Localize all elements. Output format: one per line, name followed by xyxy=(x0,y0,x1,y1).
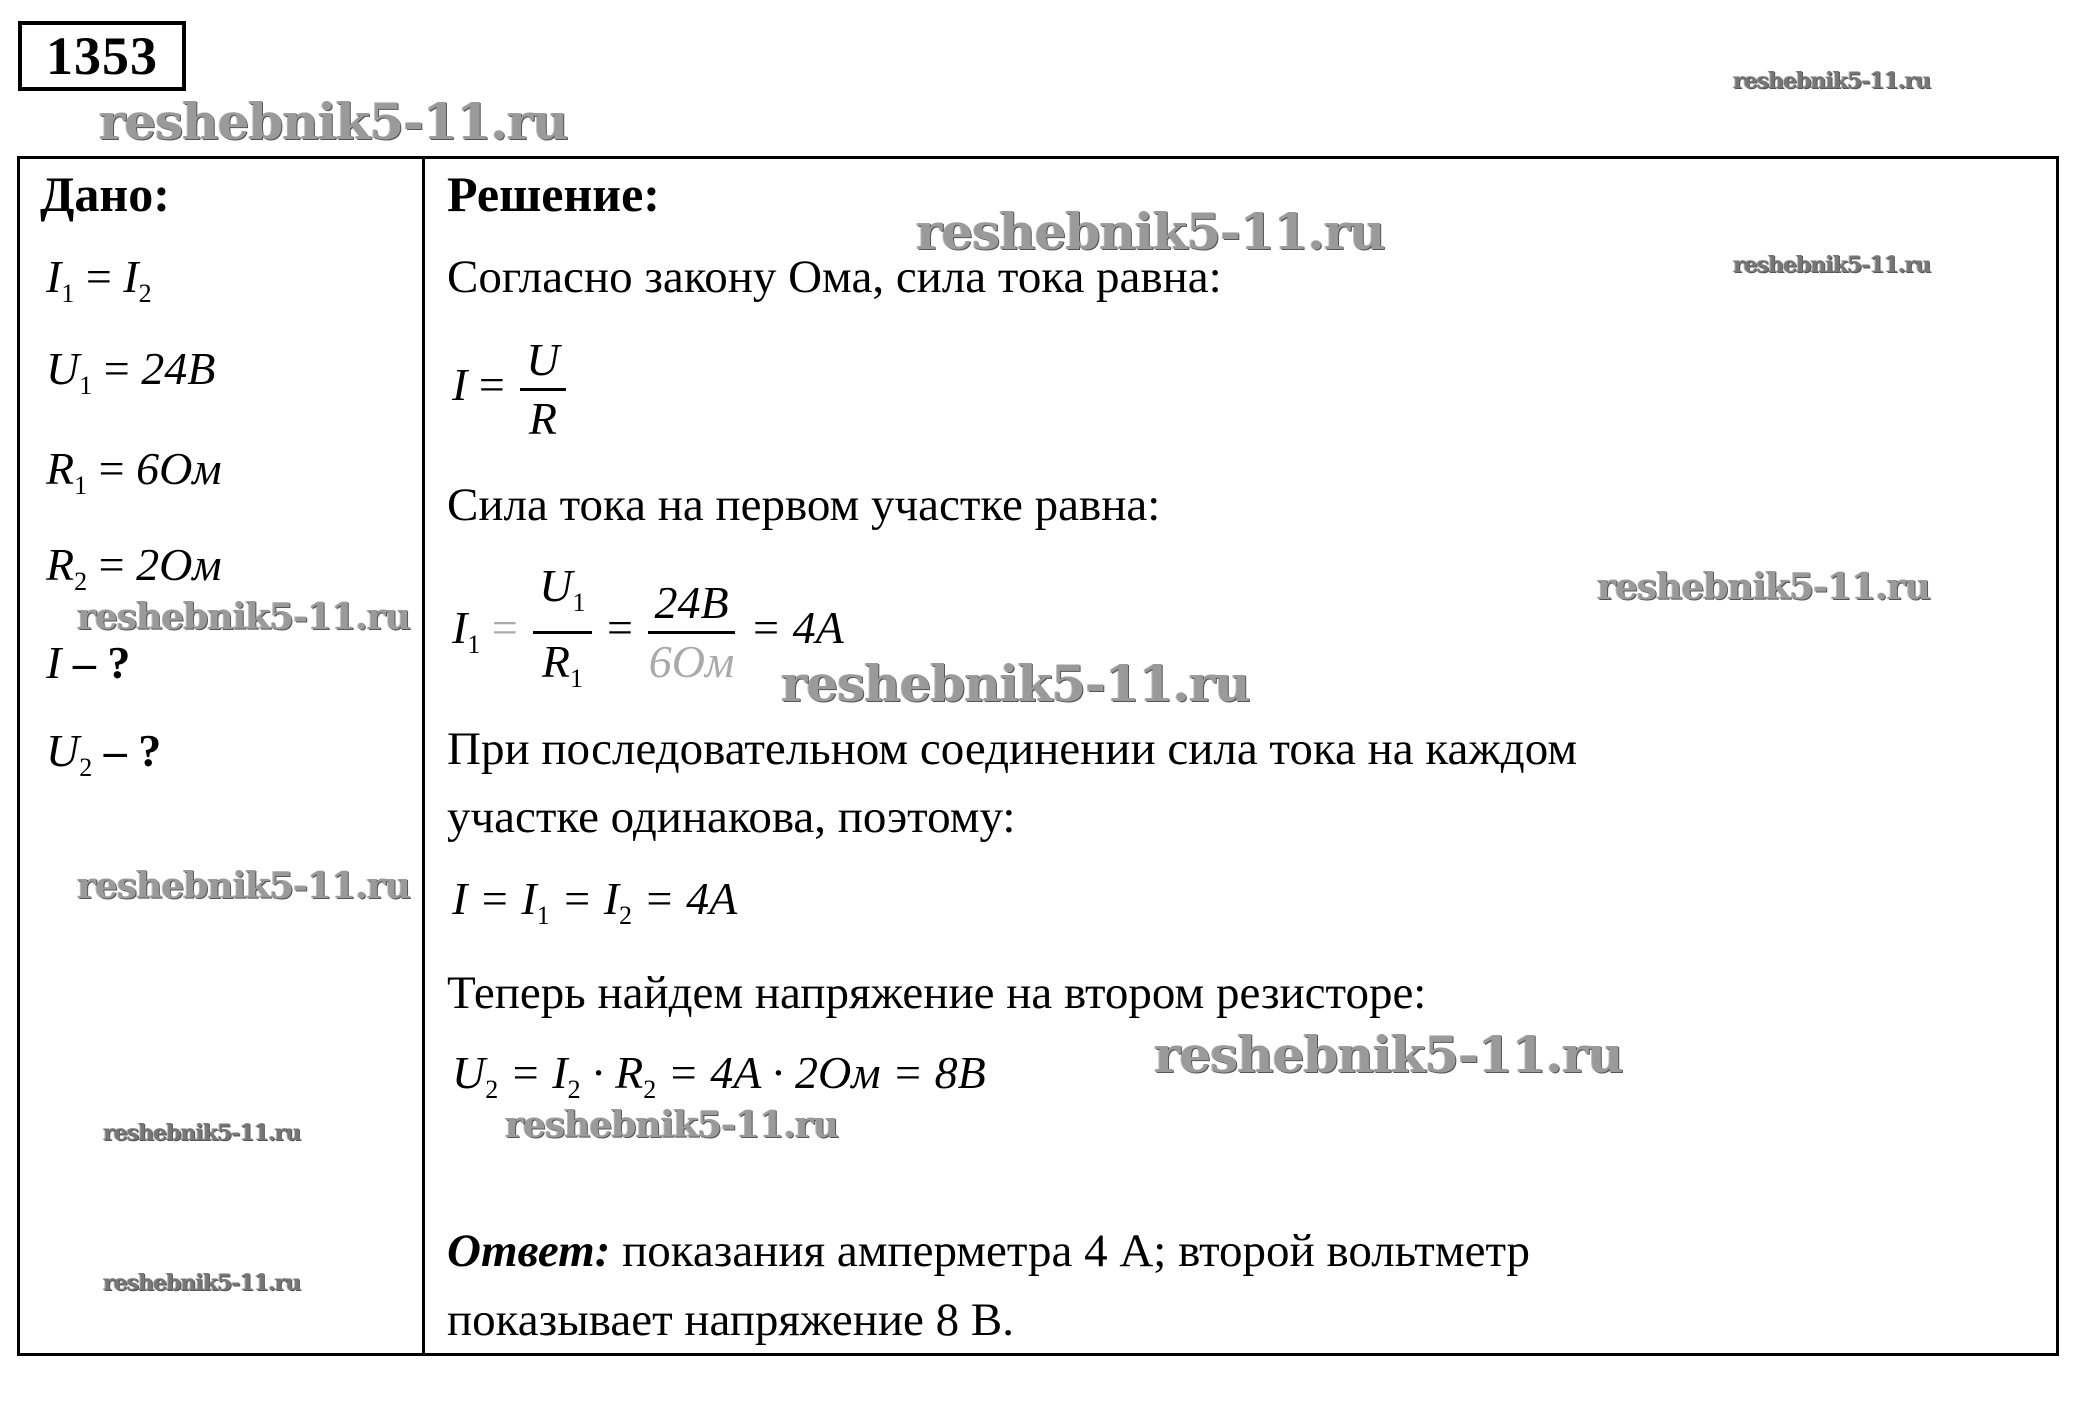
watermark: reshebnik5-11.ru xyxy=(103,1120,301,1146)
solution-text: При последовательном соединении сила тока на каждом xyxy=(447,723,1578,775)
watermark: reshebnik5-11.ru xyxy=(99,92,568,151)
solution-text: Согласно закону Ома, сила тока равна: xyxy=(447,251,1222,303)
ohm-law-formula: I = $\frac{U}{R}$ xyxy=(452,332,570,447)
answer-continued: показывает напряжение 8 В. xyxy=(447,1294,1015,1346)
watermark: reshebnik5-11.ru xyxy=(1597,566,1930,608)
watermark: reshebnik5-11.ru xyxy=(916,202,1385,261)
watermark: reshebnik5-11.ru xyxy=(1154,1025,1623,1084)
watermark: reshebnik5-11.ru xyxy=(77,596,410,638)
solution-text: Сила тока на первом участке равна: xyxy=(447,479,1161,531)
watermark: reshebnik5-11.ru xyxy=(103,1270,301,1296)
given-item: $R_2 = 2Ом$ xyxy=(46,539,222,596)
unknown-item: I – ? xyxy=(46,637,131,688)
given-item: $R_1 = 6Ом$ xyxy=(46,443,222,500)
watermark: reshebnik5-11.ru xyxy=(505,1104,838,1146)
series-current-formula: $I = I_1 = I_2 = 4A$ xyxy=(452,873,738,930)
watermark: reshebnik5-11.ru xyxy=(1733,252,1931,278)
given-heading: Дано: xyxy=(40,166,170,222)
given-item: $I_1 = I_2$ xyxy=(46,251,152,308)
problem-number: 1353 xyxy=(18,21,186,91)
watermark: reshebnik5-11.ru xyxy=(77,865,410,907)
answer-label: Ответ: xyxy=(447,1225,611,1277)
solution-text: Теперь найдем напряжение на втором резисторе: xyxy=(447,967,1427,1019)
given-item: $U_1 = 24B$ xyxy=(46,343,216,400)
answer: Ответ: показания амперметра 4 А; второй вольтметр xyxy=(447,1225,1531,1277)
current-formula: $I_1$ = $\frac{U_1}{R_1}$ = $\frac{24B}{6Ом}$ = 4A xyxy=(452,560,844,693)
solution-text: участке одинакова, поэтому: xyxy=(447,791,1016,843)
solution-heading: Решение: xyxy=(447,166,660,222)
unknown-item: $U_2$ – ? xyxy=(46,725,162,782)
watermark: reshebnik5-11.ru xyxy=(1733,68,1931,94)
column-divider xyxy=(422,156,425,1353)
voltage-formula: $U_2 = I_2 \cdot R_2 = 4A \cdot 2Ом = 8B$ xyxy=(452,1047,986,1104)
watermark: reshebnik5-11.ru xyxy=(781,654,1250,713)
